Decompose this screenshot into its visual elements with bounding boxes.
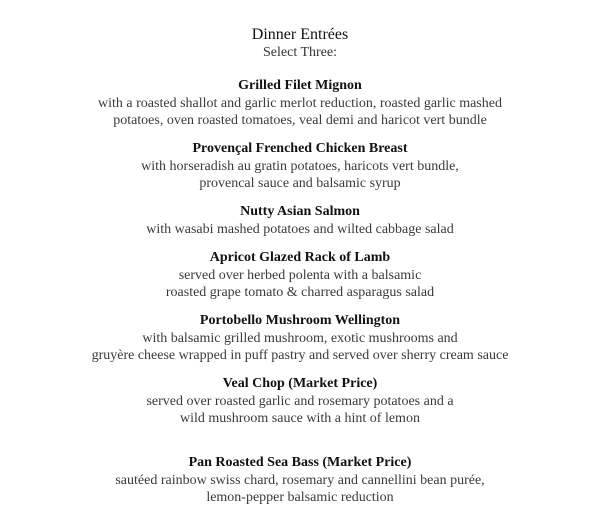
menu-title: Dinner Entrées (251, 26, 349, 43)
menu-item-name: Portobello Mushroom Wellington (199, 313, 401, 328)
menu-item-description-line: with horseradish au gratin potatoes, haricots vert bundle, (141, 159, 459, 174)
menu-item-name: Nutty Asian Salmon (240, 204, 360, 219)
menu-item-description-line: roasted grape tomato & charred asparagus salad (165, 285, 435, 300)
menu-item-description-line: wild mushroom sauce with a hint of lemon (180, 411, 420, 426)
menu-item-name: Pan Roasted Sea Bass (Market Price) (188, 455, 412, 470)
menu-item-description-line: sautéed rainbow swiss chard, rosemary and cannellini bean purée, (115, 473, 485, 488)
menu-item-name: Veal Chop (Market Price) (222, 376, 378, 391)
menu-item-description-line: with a roasted shallot and garlic merlot reduction, roasted garlic mashed (98, 96, 502, 111)
menu-item-description-line: served over herbed polenta with a balsamic (178, 268, 422, 283)
menu-item-description-line: served over roasted garlic and rosemary potatoes and a (146, 394, 454, 409)
menu-item-description-line: lemon-pepper balsamic reduction (206, 490, 394, 505)
menu-item-description-line: with balsamic grilled mushroom, exotic mushrooms and (142, 331, 458, 346)
menu-item-description-line: provencal sauce and balsamic syrup (199, 176, 401, 191)
menu-item-description-line: potatoes, oven roasted tomatoes, veal demi and haricot vert bundle (113, 113, 487, 128)
menu-item-name: Apricot Glazed Rack of Lamb (209, 250, 391, 265)
menu-subtitle: Select Three: (263, 45, 337, 60)
menu-item-name: Grilled Filet Mignon (238, 78, 362, 93)
menu-item-description-line: gruyère cheese wrapped in puff pastry and served over sherry cream sauce (91, 348, 509, 363)
menu-item-name: Provençal Frenched Chicken Breast (192, 141, 408, 156)
menu-item-description-line: with wasabi mashed potatoes and wilted cabbage salad (146, 222, 454, 237)
